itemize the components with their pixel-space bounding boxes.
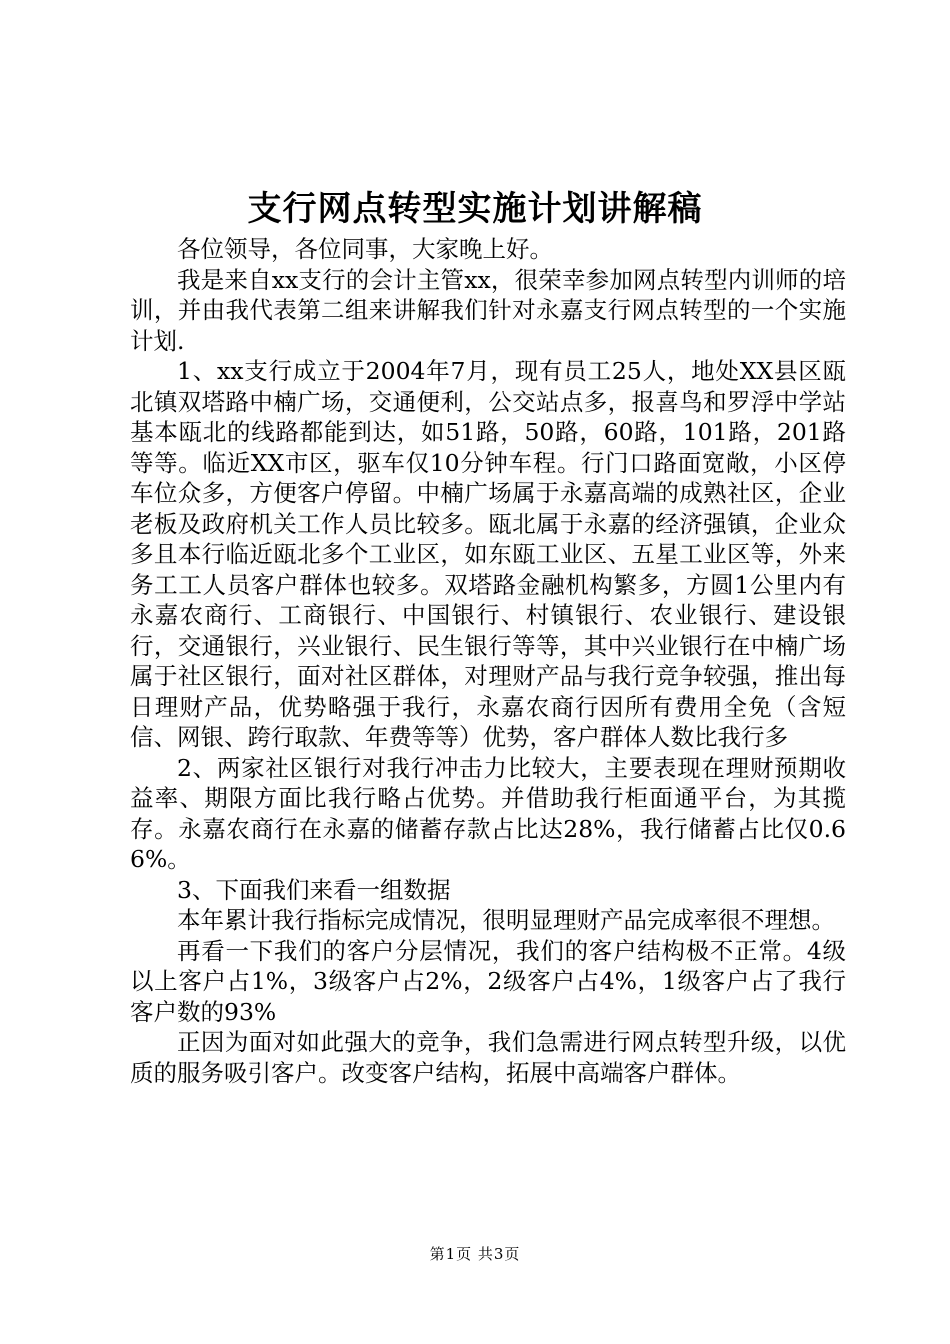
paragraph-greeting: 各位领导，各位同事，大家晚上好。 bbox=[177, 235, 553, 263]
paragraph-conclusion: 正因为面对如此强大的竞争，我们急需进行网点转型升级，以优质的服务吸引客户。改变客户结构，拓展中高端客户群体。 bbox=[130, 1028, 846, 1087]
page-number-footer: 第1页 共3页 bbox=[429, 1245, 521, 1263]
paragraph-branch-overview: 1、xx支行成立于2004年7月，现有员工25人，地处XX县区瓯北镇双塔路中楠广场，交通便利，公交站点多，报喜鸟和罗浮中学站基本瓯北的线路都能到达，如51路，50路，60路，101路，201路等等。临近XX市区，驱车仅10分钟车程。行门口路面宽敞，小区停车位众多，方便客户停留。中楠广场属于永嘉高端的成熟社区，企业老板及政府机关工作人员比较多。瓯北属于永嘉的经济强镇，企业众多且本行临近瓯北多个工业区，如东瓯工业区、五星工业区等，外来务工工人员客户群体也较多。双塔路金融机构繁多，方圆1公里内有永嘉农商行、工商银行、中国银行、村镇银行、农业银行、建设银行，交通银行，兴业银行、民生银行等等，其中兴业银行在中楠广场属于社区银行，面对社区群体，对理财产品与我行竞争较强，推出每日理财产品，优势略强于我行，永嘉农商行因所有费用全免（含短信、网银、跨行取款、年费等等）优势，客户群体人数比我行多 bbox=[130, 357, 846, 751]
paragraph-customer-tiers: 再看一下我们的客户分层情况，我们的客户结构极不正常。4级以上客户占1%，3级客户占2%，2级客户占4%，1级客户占了我行客户数的93% bbox=[130, 936, 846, 1026]
paragraph-introduction: 我是来自xx支行的会计主管xx，很荣幸参加网点转型内训师的培训，并由我代表第二组来讲解我们针对永嘉支行网点转型的一个实施计划. bbox=[130, 265, 846, 355]
paragraph-indicator-completion: 本年累计我行指标完成情况，很明显理财产品完成率很不理想。 bbox=[177, 906, 835, 934]
paragraph-data-intro: 3、下面我们来看一组数据 bbox=[177, 875, 451, 904]
document-body bbox=[130, 234, 846, 1088]
paragraph-competition: 2、两家社区银行对我行冲击力比较大，主要表现在理财预期收益率、期限方面比我行略占优势。并借助我行柜面通平台，为其揽存。永嘉农商行在永嘉的储蓄存款占比达28%，我行储蓄占比仅0.66%。 bbox=[130, 753, 846, 873]
document-title: 支行网点转型实施计划讲解稿 bbox=[247, 189, 703, 229]
